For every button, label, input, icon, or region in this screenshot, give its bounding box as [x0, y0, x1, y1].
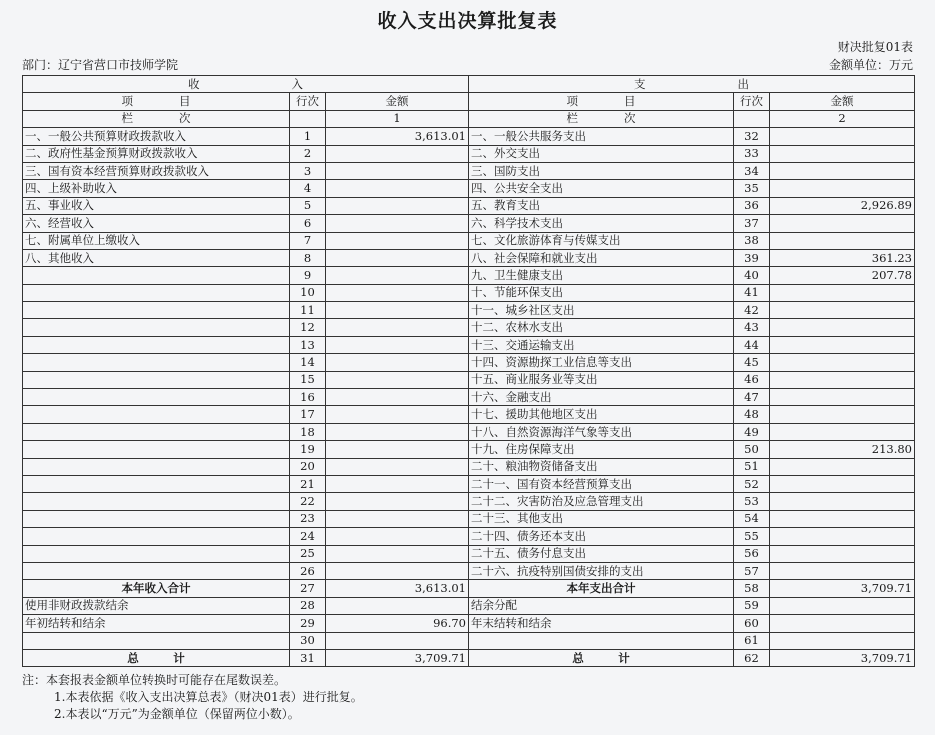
- expense-rowno-header: 行次: [734, 93, 770, 110]
- income-rowno-cell: 25: [290, 545, 326, 562]
- income-amount-cell: [326, 528, 469, 545]
- table-row: [23, 406, 915, 423]
- expense-item-cell: 二十三、其他支出: [469, 510, 734, 527]
- table-row: [23, 128, 915, 145]
- table-row: [23, 649, 915, 666]
- expense-amount-cell: [770, 145, 915, 162]
- note-1: 1.本表依据《收入支出决算总表》（财决01表）进行批复。: [54, 690, 363, 704]
- income-item-cell: [23, 510, 290, 527]
- table-row: [23, 302, 915, 319]
- expense-rowno-cell: 50: [734, 441, 770, 458]
- expense-rowno-cell: 62: [734, 649, 770, 666]
- income-amount-cell: [326, 406, 469, 423]
- expense-amount-cell: [770, 406, 915, 423]
- expense-item-cell: 一、一般公共服务支出: [469, 128, 734, 145]
- income-amount-cell: [326, 475, 469, 492]
- table-row: [23, 423, 915, 440]
- expense-rowno-cell: 47: [734, 389, 770, 406]
- income-item-cell: [23, 319, 290, 336]
- income-item-cell: 八、其他收入: [23, 249, 290, 266]
- income-amount-cell: [326, 215, 469, 232]
- expense-section-header: 支 出: [469, 76, 915, 93]
- expense-amount-cell: [770, 528, 915, 545]
- income-rowno-cell: 24: [290, 528, 326, 545]
- expense-rowno-cell: 52: [734, 475, 770, 492]
- expense-rowno-cell: 51: [734, 458, 770, 475]
- expense-rowno-cell: 44: [734, 336, 770, 353]
- expense-rowno-cell: 33: [734, 145, 770, 162]
- expense-item-cell: 十二、农林水支出: [469, 319, 734, 336]
- table-row: [23, 510, 915, 527]
- header-row-colnumbers: [23, 110, 915, 127]
- income-rowno-cell: 28: [290, 597, 326, 614]
- income-amount-cell: [326, 354, 469, 371]
- table-row: [23, 336, 915, 353]
- expense-item-cell: 年末结转和结余: [469, 615, 734, 632]
- income-rowno-cell: 15: [290, 371, 326, 388]
- expense-rowno-cell: 42: [734, 302, 770, 319]
- expense-item-cell: 本年支出合计: [469, 580, 734, 597]
- expense-amount-cell: [770, 302, 915, 319]
- expense-item-cell: 六、科学技术支出: [469, 215, 734, 232]
- income-item-cell: [23, 562, 290, 579]
- income-rowno-cell: 8: [290, 249, 326, 266]
- expense-amount-cell: [770, 284, 915, 301]
- income-amount-cell: [326, 510, 469, 527]
- expense-item-cell: 二十、粮油物资储备支出: [469, 458, 734, 475]
- expense-amount-cell: [770, 215, 915, 232]
- income-rowno-cell: 7: [290, 232, 326, 249]
- expense-item-cell: 二十一、国有资本经营预算支出: [469, 475, 734, 492]
- expense-amount-cell: [770, 162, 915, 179]
- expense-item-cell: 二十四、债务还本支出: [469, 528, 734, 545]
- income-item-cell: 七、附属单位上缴收入: [23, 232, 290, 249]
- income-item-cell: [23, 528, 290, 545]
- expense-amount-cell: [770, 354, 915, 371]
- expense-item-cell: 四、公共安全支出: [469, 180, 734, 197]
- expense-item-cell: 二十六、抗疫特别国债安排的支出: [469, 562, 734, 579]
- income-rowno-cell: 16: [290, 389, 326, 406]
- income-rowno-cell: 2: [290, 145, 326, 162]
- expense-amount-cell: 213.80: [770, 441, 915, 458]
- income-amount-cell: [326, 162, 469, 179]
- expense-rowno-cell: 45: [734, 354, 770, 371]
- income-item-cell: [23, 284, 290, 301]
- header-row-columns: [23, 93, 915, 110]
- header-row-section: [23, 76, 915, 93]
- income-rowno-cell: 12: [290, 319, 326, 336]
- expense-rowno-cell: 54: [734, 510, 770, 527]
- income-item-cell: [23, 458, 290, 475]
- income-amount-cell: 96.70: [326, 615, 469, 632]
- income-amount-cell: 3,709.71: [326, 649, 469, 666]
- expense-item-cell: 八、社会保障和就业支出: [469, 249, 734, 266]
- table-row: [23, 215, 915, 232]
- expense-item-cell: 总 计: [469, 649, 734, 666]
- expense-amount-cell: 3,709.71: [770, 580, 915, 597]
- expense-item-cell: 十三、交通运输支出: [469, 336, 734, 353]
- income-item-header: 项 目: [23, 93, 290, 110]
- expense-col-label: 栏 次: [469, 110, 734, 127]
- income-amount-cell: [326, 180, 469, 197]
- expense-amount-cell: [770, 510, 915, 527]
- expense-rowno-cell: 38: [734, 232, 770, 249]
- income-item-cell: [23, 336, 290, 353]
- income-rowno-header: 行次: [290, 93, 326, 110]
- form-number: 财决批复01表: [837, 40, 913, 54]
- expense-item-cell: 二十二、灾害防治及应急管理支出: [469, 493, 734, 510]
- income-rowno-cell: 1: [290, 128, 326, 145]
- expense-amount-cell: 2,926.89: [770, 197, 915, 214]
- income-item-cell: [23, 475, 290, 492]
- expense-rowno-cell: 36: [734, 197, 770, 214]
- expense-amount-cell: [770, 493, 915, 510]
- expense-amount-header: 金额: [770, 93, 915, 110]
- expense-item-cell: 十七、援助其他地区支出: [469, 406, 734, 423]
- table-row: [23, 632, 915, 649]
- expense-item-cell: 十四、资源勘探工业信息等支出: [469, 354, 734, 371]
- income-item-cell: 总 计: [23, 649, 290, 666]
- income-section-header: 收 入: [23, 76, 469, 93]
- expense-amount-cell: [770, 423, 915, 440]
- expense-amount-cell: [770, 597, 915, 614]
- income-amount-cell: [326, 597, 469, 614]
- table-row: [23, 458, 915, 475]
- income-amount-cell: [326, 302, 469, 319]
- expense-amount-cell: [770, 458, 915, 475]
- expense-amount-cell: [770, 615, 915, 632]
- expense-rowno-cell: 37: [734, 215, 770, 232]
- expense-item-cell: 三、国防支出: [469, 162, 734, 179]
- table-row: [23, 475, 915, 492]
- income-amount-header: 金额: [326, 93, 469, 110]
- income-col-blank: [290, 110, 326, 127]
- income-col-label: 栏 次: [23, 110, 290, 127]
- expense-item-cell: [469, 632, 734, 649]
- page-title: 收入支出决算批复表: [377, 10, 558, 32]
- table-row: [23, 267, 915, 284]
- expense-amount-cell: [770, 232, 915, 249]
- expense-rowno-cell: 55: [734, 528, 770, 545]
- table-row: [23, 232, 915, 249]
- expense-col-blank: [734, 110, 770, 127]
- income-item-cell: 年初结转和结余: [23, 615, 290, 632]
- income-rowno-cell: 6: [290, 215, 326, 232]
- income-amount-cell: [326, 336, 469, 353]
- expense-rowno-cell: 60: [734, 615, 770, 632]
- income-amount-cell: [326, 197, 469, 214]
- income-amount-cell: [326, 545, 469, 562]
- table-row: [23, 562, 915, 579]
- expense-amount-cell: 207.78: [770, 267, 915, 284]
- table-row: [23, 145, 915, 162]
- income-amount-cell: [326, 562, 469, 579]
- income-rowno-cell: 9: [290, 267, 326, 284]
- income-amount-cell: [326, 423, 469, 440]
- expense-amount-cell: [770, 319, 915, 336]
- income-amount-cell: [326, 249, 469, 266]
- income-item-cell: 三、国有资本经营预算财政拨款收入: [23, 162, 290, 179]
- expense-rowno-cell: 43: [734, 319, 770, 336]
- income-item-cell: [23, 545, 290, 562]
- expense-rowno-cell: 48: [734, 406, 770, 423]
- expense-rowno-cell: 59: [734, 597, 770, 614]
- expense-rowno-cell: 34: [734, 162, 770, 179]
- income-rowno-cell: 26: [290, 562, 326, 579]
- expense-rowno-cell: 40: [734, 267, 770, 284]
- income-amount-cell: [326, 284, 469, 301]
- note-2: 2.本表以“万元”为金额单位（保留两位小数）。: [54, 707, 300, 721]
- amount-unit-label: 金额单位：万元: [828, 58, 913, 72]
- table-row: [23, 545, 915, 562]
- income-rowno-cell: 5: [290, 197, 326, 214]
- income-amount-cell: [326, 389, 469, 406]
- income-item-cell: 本年收入合计: [23, 580, 290, 597]
- income-item-cell: 一、一般公共预算财政拨款收入: [23, 128, 290, 145]
- notes: [22, 672, 363, 723]
- table-row: [23, 284, 915, 301]
- income-rowno-cell: 11: [290, 302, 326, 319]
- expense-amount-cell: 361.23: [770, 249, 915, 266]
- income-amount-cell: [326, 145, 469, 162]
- income-item-cell: [23, 267, 290, 284]
- note-0: 注：本套报表金额单位转换时可能存在尾数误差。: [22, 673, 287, 687]
- expense-item-cell: 结余分配: [469, 597, 734, 614]
- income-item-cell: [23, 441, 290, 458]
- expense-rowno-cell: 57: [734, 562, 770, 579]
- income-rowno-cell: 10: [290, 284, 326, 301]
- income-item-cell: [23, 493, 290, 510]
- expense-amount-cell: [770, 389, 915, 406]
- income-amount-cell: [326, 632, 469, 649]
- table-row: [23, 493, 915, 510]
- table-row: [23, 180, 915, 197]
- expense-amount-cell: [770, 336, 915, 353]
- table-row: [23, 580, 915, 597]
- expense-item-cell: 五、教育支出: [469, 197, 734, 214]
- income-item-cell: 六、经营收入: [23, 215, 290, 232]
- income-item-cell: [23, 389, 290, 406]
- income-item-cell: 二、政府性基金预算财政拨款收入: [23, 145, 290, 162]
- table-row: [23, 597, 915, 614]
- income-item-cell: 使用非财政拨款结余: [23, 597, 290, 614]
- expense-amount-cell: [770, 562, 915, 579]
- income-item-cell: [23, 371, 290, 388]
- income-item-cell: [23, 423, 290, 440]
- income-rowno-cell: 30: [290, 632, 326, 649]
- income-amount-cell: [326, 441, 469, 458]
- income-rowno-cell: 14: [290, 354, 326, 371]
- income-expense-table: [22, 75, 915, 667]
- expense-item-cell: 十九、住房保障支出: [469, 441, 734, 458]
- expense-item-cell: 十八、自然资源海洋气象等支出: [469, 423, 734, 440]
- expense-rowno-cell: 46: [734, 371, 770, 388]
- income-item-cell: 四、上级补助收入: [23, 180, 290, 197]
- table-row: [23, 441, 915, 458]
- expense-rowno-cell: 49: [734, 423, 770, 440]
- income-amount-cell: [326, 458, 469, 475]
- expense-rowno-cell: 32: [734, 128, 770, 145]
- table-row: [23, 162, 915, 179]
- income-rowno-cell: 29: [290, 615, 326, 632]
- income-rowno-cell: 3: [290, 162, 326, 179]
- income-rowno-cell: 4: [290, 180, 326, 197]
- table-row: [23, 371, 915, 388]
- expense-item-cell: 九、卫生健康支出: [469, 267, 734, 284]
- expense-rowno-cell: 58: [734, 580, 770, 597]
- income-rowno-cell: 23: [290, 510, 326, 527]
- expense-amount-cell: [770, 128, 915, 145]
- income-rowno-cell: 13: [290, 336, 326, 353]
- income-rowno-cell: 18: [290, 423, 326, 440]
- table-row: [23, 197, 915, 214]
- table-row: [23, 615, 915, 632]
- expense-col-number: 2: [770, 110, 915, 127]
- income-rowno-cell: 21: [290, 475, 326, 492]
- expense-rowno-cell: 61: [734, 632, 770, 649]
- expense-item-cell: 二、外交支出: [469, 145, 734, 162]
- table-row: [23, 319, 915, 336]
- income-item-cell: [23, 354, 290, 371]
- table-row: [23, 354, 915, 371]
- income-amount-cell: [326, 371, 469, 388]
- expense-item-header: 项 目: [469, 93, 734, 110]
- income-rowno-cell: 22: [290, 493, 326, 510]
- income-amount-cell: 3,613.01: [326, 580, 469, 597]
- income-item-cell: [23, 632, 290, 649]
- expense-item-cell: 十五、商业服务业等支出: [469, 371, 734, 388]
- income-rowno-cell: 19: [290, 441, 326, 458]
- table-row: [23, 528, 915, 545]
- income-amount-cell: [326, 493, 469, 510]
- income-item-cell: [23, 302, 290, 319]
- income-amount-cell: [326, 232, 469, 249]
- expense-item-cell: 七、文化旅游体育与传媒支出: [469, 232, 734, 249]
- income-rowno-cell: 17: [290, 406, 326, 423]
- income-col-number: 1: [326, 110, 469, 127]
- income-amount-cell: 3,613.01: [326, 128, 469, 145]
- income-rowno-cell: 31: [290, 649, 326, 666]
- income-amount-cell: [326, 319, 469, 336]
- expense-rowno-cell: 56: [734, 545, 770, 562]
- expense-amount-cell: [770, 180, 915, 197]
- expense-amount-cell: [770, 545, 915, 562]
- department-label: 部门：辽宁省营口市技师学院: [22, 58, 179, 72]
- income-rowno-cell: 27: [290, 580, 326, 597]
- expense-amount-cell: [770, 371, 915, 388]
- table-row: [23, 249, 915, 266]
- expense-rowno-cell: 53: [734, 493, 770, 510]
- expense-amount-cell: 3,709.71: [770, 649, 915, 666]
- income-item-cell: [23, 406, 290, 423]
- income-rowno-cell: 20: [290, 458, 326, 475]
- expense-item-cell: 十一、城乡社区支出: [469, 302, 734, 319]
- table-row: [23, 389, 915, 406]
- expense-item-cell: 十、节能环保支出: [469, 284, 734, 301]
- expense-amount-cell: [770, 475, 915, 492]
- expense-item-cell: 十六、金融支出: [469, 389, 734, 406]
- income-amount-cell: [326, 267, 469, 284]
- expense-rowno-cell: 41: [734, 284, 770, 301]
- expense-rowno-cell: 39: [734, 249, 770, 266]
- expense-rowno-cell: 35: [734, 180, 770, 197]
- income-item-cell: 五、事业收入: [23, 197, 290, 214]
- expense-amount-cell: [770, 632, 915, 649]
- expense-item-cell: 二十五、债务付息支出: [469, 545, 734, 562]
